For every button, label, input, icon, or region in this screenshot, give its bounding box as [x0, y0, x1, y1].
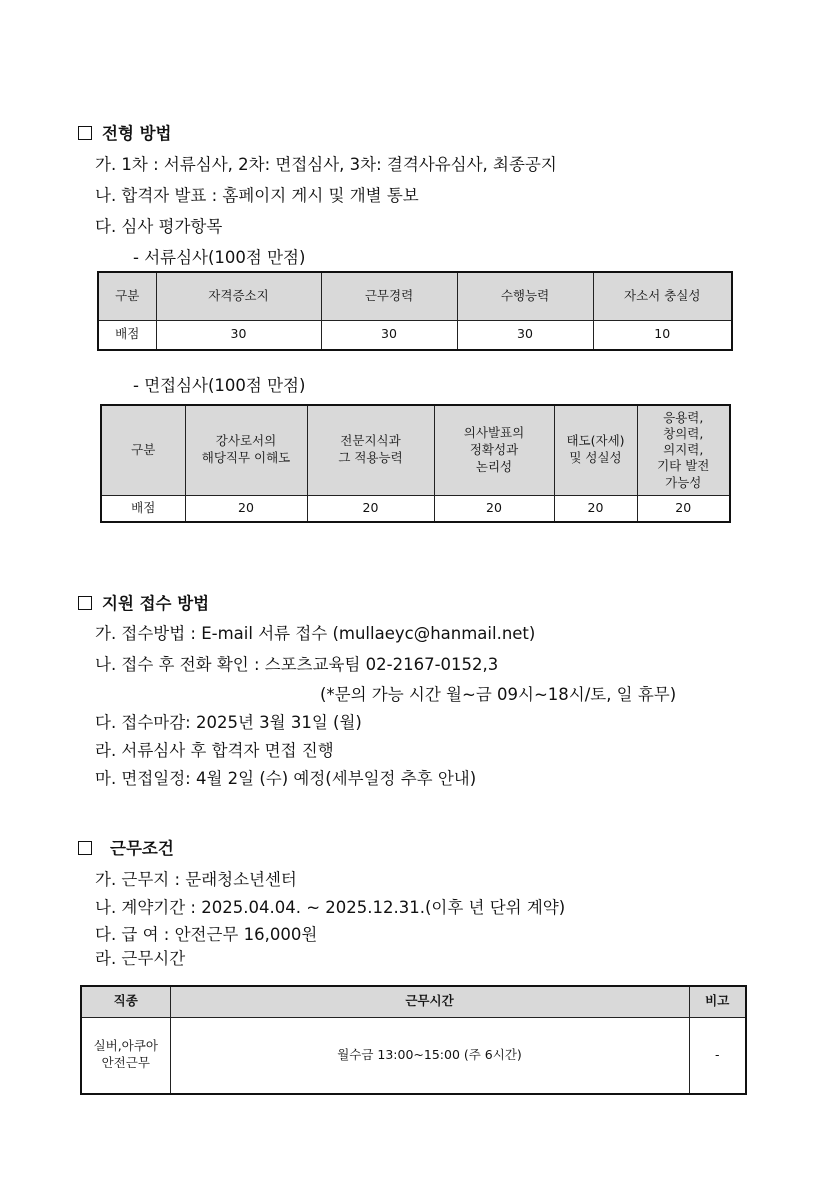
table-cell: - — [689, 1017, 746, 1094]
application-item-na: 나. 접수 후 전화 확인 : 스포츠교육팀 02-2167-0152,3 — [95, 655, 499, 674]
table-cell: 자소서 충실성 — [593, 272, 732, 320]
table-cell: 근무경력 — [321, 272, 457, 320]
application-item-ma: 마. 면접일정: 4월 2일 (수) 예정(세부일정 추후 안내) — [95, 769, 477, 788]
doc-review-table — [97, 271, 733, 351]
table-cell: 20 — [637, 495, 730, 522]
selection-item-da: 다. 심사 평가항목 — [95, 217, 223, 236]
application-inquiry-note: (*문의 가능 시간 월~금 09시~18시/토, 일 휴무) — [320, 685, 677, 704]
application-item-ga: 가. 접수방법 : E-mail 서류 접수 (mullaeyc@hanmail.net) — [95, 624, 536, 643]
checkbox-square-icon — [78, 126, 92, 140]
table-cell: 구분 — [101, 405, 185, 495]
section-title-conditions: 근무조건 — [78, 835, 174, 859]
table-row — [98, 320, 732, 350]
table-row — [81, 1017, 746, 1094]
selection-item-na: 나. 합격자 발표 : 홈페이지 게시 및 개별 통보 — [95, 186, 419, 205]
table-header-row — [98, 272, 732, 320]
table-row — [101, 495, 730, 522]
work-hours-table — [80, 985, 747, 1095]
interview-table — [100, 404, 731, 523]
table-cell: 구분 — [98, 272, 156, 320]
conditions-item-ga: 가. 근무지 : 문래청소년센터 — [95, 870, 297, 889]
table-header-row — [81, 986, 746, 1017]
doc-review-subtitle: - 서류심사(100점 만점) — [133, 248, 306, 267]
table-cell: 전문지식과 그 적용능력 — [307, 405, 434, 495]
section-title-selection: 전형 방법 — [78, 120, 172, 144]
table-cell: 20 — [554, 495, 637, 522]
table-cell: 20 — [307, 495, 434, 522]
conditions-item-da: 다. 급 여 : 안전근무 16,000원 — [95, 925, 318, 944]
table-cell: 30 — [156, 320, 321, 350]
application-item-da: 다. 접수마감: 2025년 3월 31일 (월) — [95, 713, 362, 732]
table-cell: 실버,아쿠아 안전근무 — [81, 1017, 170, 1094]
table-cell: 의사발표의 정확성과 논리성 — [434, 405, 554, 495]
table-cell: 비고 — [689, 986, 746, 1017]
table-cell: 배점 — [98, 320, 156, 350]
section-title-application: 지원 접수 방법 — [78, 590, 209, 614]
table-cell: 배점 — [101, 495, 185, 522]
checkbox-square-icon — [78, 841, 92, 855]
table-cell: 자격증소지 — [156, 272, 321, 320]
table-cell: 월수금 13:00~15:00 (주 6시간) — [170, 1017, 689, 1094]
table-cell: 20 — [434, 495, 554, 522]
conditions-item-na: 나. 계약기간 : 2025.04.04. ~ 2025.12.31.(이후 년 단위 계약) — [95, 898, 566, 917]
interview-subtitle: - 면접심사(100점 만점) — [133, 376, 306, 395]
table-cell: 태도(자세) 및 성실성 — [554, 405, 637, 495]
table-cell: 근무시간 — [170, 986, 689, 1017]
table-cell: 10 — [593, 320, 732, 350]
table-cell: 응용력, 창의력, 의지력, 기타 발전 가능성 — [637, 405, 730, 495]
checkbox-square-icon — [78, 596, 92, 610]
selection-item-ga: 가. 1차 : 서류심사, 2차: 면접심사, 3차: 결격사유심사, 최종공지 — [95, 155, 557, 174]
table-cell: 수행능력 — [457, 272, 593, 320]
conditions-item-ra: 라. 근무시간 — [95, 949, 186, 968]
table-cell: 20 — [185, 495, 307, 522]
table-cell: 30 — [457, 320, 593, 350]
table-header-row — [101, 405, 730, 495]
table-cell: 직종 — [81, 986, 170, 1017]
table-cell: 30 — [321, 320, 457, 350]
table-cell: 강사로서의 해당직무 이해도 — [185, 405, 307, 495]
application-item-ra: 라. 서류심사 후 합격자 면접 진행 — [95, 741, 334, 760]
